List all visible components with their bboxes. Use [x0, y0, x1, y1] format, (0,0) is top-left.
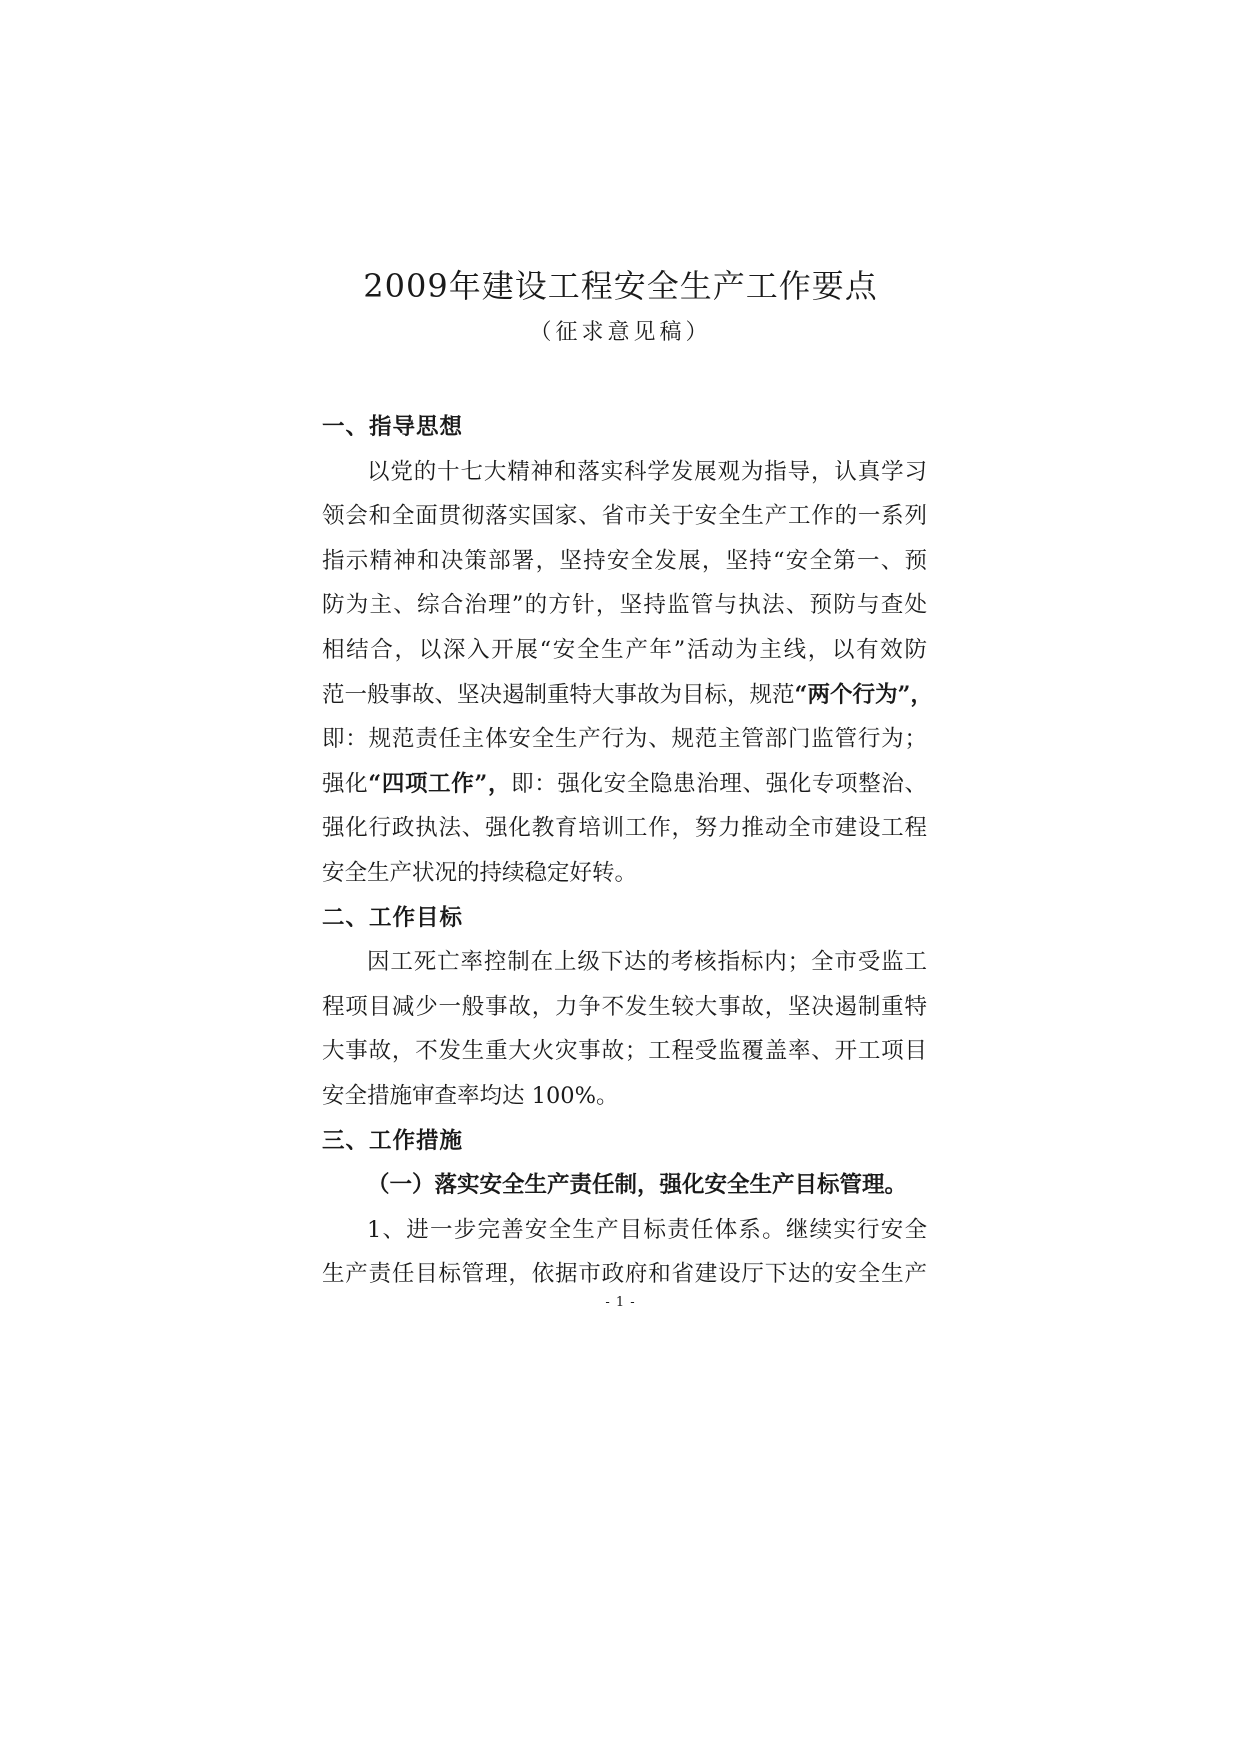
document-title: 2009年建设工程安全生产工作要点	[363, 267, 878, 305]
paragraph-text: 范一般事故、坚决遏制重特大事故为目标，规范	[322, 681, 795, 708]
paragraph-line: 生产责任目标管理，依据市政府和省建设厅下达的安全生产	[322, 1261, 927, 1288]
paragraph-line: 强化行政执法、强化教育培训工作，努力推动全市建设工程	[322, 815, 927, 842]
paragraph-line: 因工死亡率控制在上级下达的考核指标内；全市受监工	[367, 949, 927, 976]
paragraph-line: 安全措施审查率均达 100%。	[322, 1082, 619, 1109]
document-body	[322, 405, 933, 1297]
paragraph-line: 领会和全面贯彻落实国家、省市关于安全生产工作的一系列	[322, 503, 927, 530]
paragraph-line: 安全生产状况的持续稳定好转。	[322, 859, 638, 886]
paragraph-line: 程项目减少一般事故，力争不发生较大事故，坚决遏制重特	[322, 993, 927, 1020]
paragraph-line: 以党的十七大精神和落实科学发展观为指导，认真学习	[367, 458, 927, 485]
paragraph-line	[322, 762, 927, 807]
section-heading-guiding-ideology: 一、指导思想	[322, 414, 464, 440]
section-heading-work-goals: 二、工作目标	[322, 904, 464, 931]
document-subtitle: （征求意见稿）	[529, 320, 712, 345]
emphasis-two-behaviors: “两个行为”，	[794, 681, 933, 708]
paragraph-line: 指示精神和决策部署，坚持安全发展，坚持“安全第一、预	[322, 547, 927, 574]
page-number: - 1 -	[605, 1295, 636, 1310]
emphasis-four-tasks: “四项工作”，	[368, 770, 512, 797]
paragraph-line: 防为主、综合治理”的方针，坚持监管与执法、预防与查处	[322, 592, 927, 619]
paragraph-line: 1、进一步完善安全生产目标责任体系。继续实行安全	[367, 1216, 927, 1243]
paragraph-line: 相结合，以深入开展“安全生产年”活动为主线，以有效防	[322, 636, 927, 663]
subsection-heading: （一）落实安全生产责任制，强化安全生产目标管理。	[367, 1172, 908, 1199]
section-heading-work-measures: 三、工作措施	[322, 1127, 464, 1154]
paragraph-text: 强化	[322, 770, 369, 797]
paragraph-line: 即：规范责任主体安全生产行为、规范主管部门监管行为；	[322, 726, 927, 753]
paragraph-line	[322, 673, 933, 718]
paragraph-line: 大事故，不发生重大火灾事故；工程受监覆盖率、开工项目	[322, 1038, 927, 1065]
paragraph-text: 即：强化安全隐患治理、强化专项整治、	[511, 770, 927, 797]
